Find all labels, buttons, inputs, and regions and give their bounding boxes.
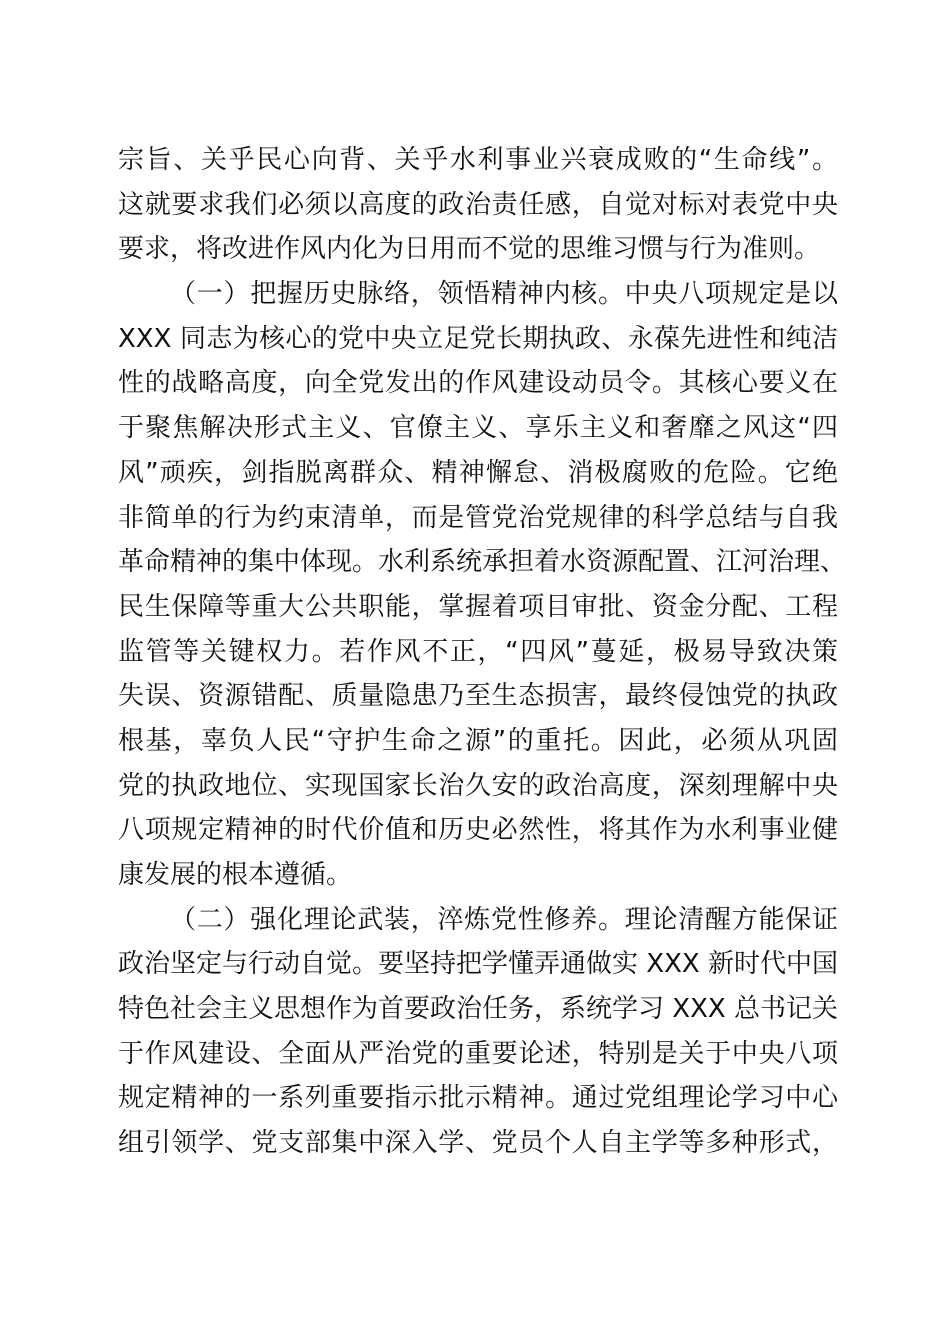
text-line: 党的执政地位、实现国家长治久安的政治高度，深刻理解中央 xyxy=(118,770,838,801)
text-line: 于作风建设、全面从严治党的重要论述，特别是关于中央八项 xyxy=(118,1038,838,1069)
text-line: 规定精神的一系列重要指示批示精神。通过党组理论学习中心 xyxy=(118,1083,838,1114)
text-line: 康发展的根本遵循。 xyxy=(118,860,353,890)
text-line: 风”顽疾，剑指脱离群众、精神懈怠、消极腐败的危险。它绝 xyxy=(118,457,838,488)
text-line: 于聚焦解决形式主义、官僚主义、享乐主义和奢靡之风这“四 xyxy=(118,413,838,444)
text-line: 八项规定精神的时代价值和历史必然性，将其作为水利事业健 xyxy=(118,815,838,846)
text-line: 监管等关键权力。若作风不正，“四风”蔓延，极易导致决策 xyxy=(118,636,838,667)
text-line: XXX 同志为核心的党中央立足党长期执政、永葆先进性和纯洁 xyxy=(118,323,838,354)
text-line: 这就要求我们必须以高度的政治责任感，自觉对标对表党中央 xyxy=(118,189,838,220)
text-line: 失误、资源错配、质量隐患乃至生态损害，最终侵蚀党的执政 xyxy=(118,681,838,712)
text-line: 组引领学、党支部集中深入学、党员个人自主学等多种形式， xyxy=(118,1128,838,1159)
text-line: 特色社会主义思想作为首要政治任务，系统学习 XXX 总书记关 xyxy=(118,994,838,1025)
text-line: 非简单的行为约束清单，而是管党治党规律的科学总结与自我 xyxy=(118,502,838,533)
document-body xyxy=(118,138,847,1166)
section-heading-line: （一）把握历史脉络，领悟精神内核。中央八项规定是以 xyxy=(170,279,838,310)
text-line: 要求，将改进作风内化为日用而不觉的思维习惯与行为准则。 xyxy=(118,234,821,265)
text-line: 宗旨、关乎民心向背、关乎水利事业兴衰成败的“生命线”。 xyxy=(118,145,838,175)
text-line: 政治坚定与行动自觉。要坚持把学懂弄通做实 XXX 新时代中国 xyxy=(118,949,838,980)
text-line: 革命精神的集中体现。水利系统承担着水资源配置、江河治理、 xyxy=(118,547,847,578)
section-heading-line: （二）强化理论武装，淬炼党性修养。理论清醒方能保证 xyxy=(170,904,838,935)
text-line: 性的战略高度，向全党发出的作风建设动员令。其核心要义在 xyxy=(118,368,838,399)
text-line: 民生保障等重大公共职能，掌握着项目审批、资金分配、工程 xyxy=(118,591,838,622)
text-line: 根基，辜负人民“守护生命之源”的重托。因此，必须从巩固 xyxy=(118,725,838,756)
